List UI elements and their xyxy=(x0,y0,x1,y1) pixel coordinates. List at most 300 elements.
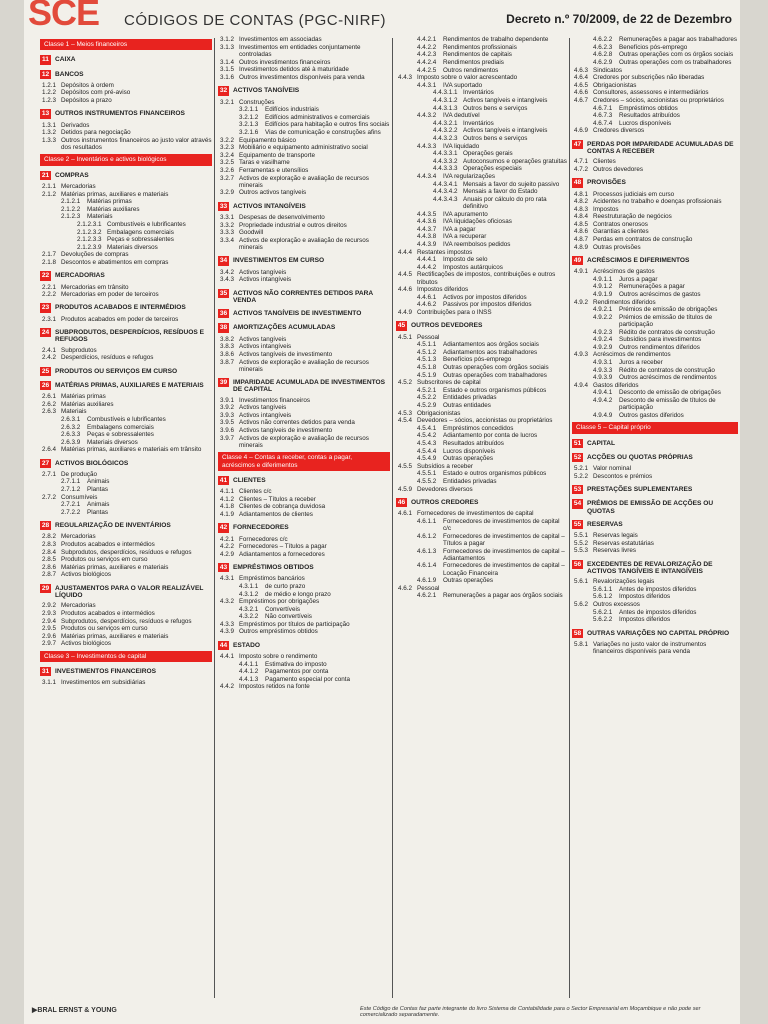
account-code: 51 xyxy=(573,439,582,447)
account-label: Depósitos a prazo xyxy=(61,97,112,105)
account-label: Materiais xyxy=(87,213,113,221)
account-code: 4.4.2.1 xyxy=(417,36,437,44)
account-label: Mercadorias xyxy=(61,533,96,541)
account-code: 4.5.4.9 xyxy=(417,455,437,463)
account-row xyxy=(218,606,390,613)
account-label: Activos biológicos xyxy=(61,571,112,579)
account-row xyxy=(396,432,568,439)
account-label: Despesas de desenvolvimento xyxy=(239,213,325,221)
account-code: 4.4.3.8 xyxy=(417,233,437,241)
account-label: Matérias primas, auxiliares e materiais xyxy=(61,632,169,640)
account-label: Rectificações de impostos, contribuições e outros tributos xyxy=(417,271,556,286)
account-code: 3.3.2 xyxy=(220,221,235,229)
account-code: 4.1.1 xyxy=(220,488,235,496)
account-row xyxy=(40,347,212,354)
account-row xyxy=(396,364,568,371)
account-label: Outras operações com trabalhadores xyxy=(443,371,547,379)
account-code: 56 xyxy=(573,560,582,568)
account-code: 4.6.3 xyxy=(574,66,589,74)
account-row xyxy=(396,286,568,293)
account-code: 4.6.7.4 xyxy=(593,119,613,127)
account-row xyxy=(218,359,390,374)
account-row xyxy=(396,143,568,150)
account-code: 4.3.9 xyxy=(220,628,235,636)
account-row xyxy=(218,397,390,404)
account-code: 2.6.3.1 xyxy=(61,415,81,423)
account-code: 4.8.1 xyxy=(574,190,589,198)
account-code: 2.1.2.2 xyxy=(61,205,81,213)
account-code: 2.6.3.9 xyxy=(61,438,81,446)
account-label: Passivos por impostos diferidos xyxy=(443,301,532,309)
account-label: Juros a pagar xyxy=(619,275,658,283)
account-code: 5.5.1 xyxy=(574,532,589,540)
account-label: CLIENTES xyxy=(233,476,266,484)
account-label: Outros bens e serviços xyxy=(463,104,528,112)
account-row xyxy=(40,221,212,228)
account-row xyxy=(218,343,390,350)
account-code: 4.4.3.2.1 xyxy=(433,119,458,127)
account-code: 4.9.1 xyxy=(574,268,589,276)
account-label: Animais xyxy=(87,478,110,486)
account-label: RESERVAS xyxy=(587,520,623,528)
account-label: Depósitos à ordem xyxy=(61,81,114,89)
account-row xyxy=(396,548,568,563)
account-row xyxy=(40,251,212,258)
account-code: 1.2.1 xyxy=(42,81,57,89)
account-label: Antes de impostos diferidos xyxy=(619,608,697,616)
account-code: 3.1.6 xyxy=(220,73,235,81)
account-label: Fornecedores de investimentos de capital xyxy=(417,510,534,518)
account-code: 4.4.3.3 xyxy=(417,142,437,150)
account-group xyxy=(40,584,212,600)
account-code: 3.1.2 xyxy=(220,36,235,44)
account-code: 13 xyxy=(41,110,50,118)
account-row xyxy=(572,336,738,343)
account-row xyxy=(218,404,390,411)
account-label: Rendimentos de capitais xyxy=(443,51,512,59)
account-code: 55 xyxy=(573,520,582,528)
account-row xyxy=(40,401,212,408)
account-label: OUTRAS VARIAÇÕES NO CAPITAL PRÓPRIO xyxy=(587,629,730,637)
account-label: PRÉMIOS DE EMISSÃO DE ACÇÕES OU QUOTAS xyxy=(587,500,714,515)
class-heading: Classe 4 – Contas a receber, contas a pagar, acréscimos e diferimentos xyxy=(218,452,390,471)
account-row xyxy=(396,577,568,584)
account-label: Empréstimos por títulos de participação xyxy=(239,620,350,628)
account-code: 5.6.2.1 xyxy=(593,608,613,616)
account-code: 4.4.2 xyxy=(220,683,235,691)
account-row xyxy=(40,316,212,323)
account-label: Outras operações xyxy=(443,577,494,585)
account-code: 4.4.1.2 xyxy=(239,668,259,676)
account-row xyxy=(40,633,212,640)
account-row xyxy=(218,137,390,144)
account-code: 12 xyxy=(41,70,50,78)
account-label: Produtos ou serviços em curso xyxy=(61,556,148,564)
account-group xyxy=(572,453,738,462)
account-group xyxy=(572,178,738,187)
account-label: Empréstimos obtidos xyxy=(619,104,678,112)
account-code: 4.4.3.1 xyxy=(417,81,437,89)
account-label: PRESTAÇÕES SUPLEMENTARES xyxy=(587,486,693,494)
account-code: 4.8.3 xyxy=(574,205,589,213)
account-label: Plantas xyxy=(87,508,109,516)
account-label: ACRÉSCIMOS E DIFERIMENTOS xyxy=(587,256,690,264)
account-label: Pessoal xyxy=(417,584,440,592)
account-code: 4.3.1 xyxy=(220,575,235,583)
account-code: 4.3.1.2 xyxy=(239,590,259,598)
account-group xyxy=(218,86,390,95)
account-row xyxy=(572,236,738,243)
account-row xyxy=(40,618,212,625)
account-row xyxy=(396,510,568,517)
account-code: 22 xyxy=(41,272,50,280)
account-row xyxy=(396,478,568,485)
account-row xyxy=(218,668,390,675)
account-row xyxy=(396,440,568,447)
account-code: 4.4.3.6 xyxy=(417,218,437,226)
account-row xyxy=(40,213,212,220)
account-row xyxy=(396,249,568,256)
account-label: Materiais diversos xyxy=(107,243,158,251)
account-row xyxy=(40,206,212,213)
account-code: 3.2.1 xyxy=(220,98,235,106)
account-row xyxy=(572,586,738,593)
account-row xyxy=(396,97,568,104)
account-code: 4.6.1.3 xyxy=(417,547,437,555)
account-code: 4.4.4 xyxy=(398,248,413,256)
account-row xyxy=(218,503,390,510)
account-row xyxy=(218,661,390,668)
account-label: INVESTIMENTOS FINANCEIROS xyxy=(55,667,156,675)
account-code: 4.4.3.2.3 xyxy=(433,135,458,143)
account-label: Subprodutos, desperdícios, resíduos e refugos xyxy=(61,548,192,556)
account-group xyxy=(40,459,212,468)
account-label: Devoluções de compras xyxy=(61,251,129,259)
account-code: 2.6.3 xyxy=(42,408,57,416)
account-code: 3.2.3 xyxy=(220,144,235,152)
account-code: 46 xyxy=(397,498,406,506)
account-label: De produção xyxy=(61,470,98,478)
account-row xyxy=(218,575,390,582)
account-label: Pagamento especial por conta xyxy=(265,675,351,683)
account-code: 4.2.2 xyxy=(220,543,235,551)
account-row xyxy=(396,173,568,180)
account-label: Activos tangíveis e intangíveis xyxy=(463,97,548,105)
account-code: 2.1.8 xyxy=(42,258,57,266)
account-code: 4.3.2.1 xyxy=(239,605,259,613)
account-code: 4.4.1 xyxy=(220,653,235,661)
account-row xyxy=(396,218,568,225)
account-code: 2.9.3 xyxy=(42,609,57,617)
account-label: Produtos ou serviços em curso xyxy=(61,625,148,633)
account-row xyxy=(396,241,568,248)
account-row xyxy=(572,244,738,251)
account-row xyxy=(218,536,390,543)
account-label: Reservas livres xyxy=(593,547,637,555)
footer-note: Este Código de Contas faz parte integrante do livro Sistema de Contabilidade para o Sector Empresarial em Moçambique e não pode ser comercializado separadamente. xyxy=(360,1006,701,1018)
document-page xyxy=(24,0,740,1024)
account-code: 4.4.1.3 xyxy=(239,675,259,683)
account-row xyxy=(396,425,568,432)
account-label: Remunerações a pagar aos trabalhadores xyxy=(619,36,737,44)
account-row xyxy=(572,112,738,119)
account-code: 4.5.9 xyxy=(398,485,413,493)
account-code: 2.8.3 xyxy=(42,541,57,549)
account-label: Perdas em contratos de construção xyxy=(593,236,693,244)
account-label: Produtos acabados e intermédios xyxy=(61,609,155,617)
account-code: 4.2.9 xyxy=(220,550,235,558)
account-row xyxy=(218,121,390,128)
account-label: Estado e outros organismos públicos xyxy=(443,470,547,478)
account-label: Activos tangíveis xyxy=(239,335,287,343)
account-label: Propriedade industrial e outros direitos xyxy=(239,221,347,229)
account-row xyxy=(572,351,738,358)
account-code: 36 xyxy=(219,310,228,318)
account-label: Outros acréscimos de rendimentos xyxy=(619,374,717,382)
account-row xyxy=(40,259,212,266)
account-row xyxy=(396,394,568,401)
account-label: Benefícios pós-emprego xyxy=(619,43,688,51)
account-row xyxy=(572,593,738,600)
account-group xyxy=(40,70,212,79)
account-label: Outros rendimentos xyxy=(443,66,499,74)
account-label: Subprodutos xyxy=(61,346,97,354)
account-code: 4.5.4.1 xyxy=(417,424,437,432)
account-row xyxy=(396,387,568,394)
account-code: 4.4.3 xyxy=(398,74,413,82)
account-code: 3.2.1.2 xyxy=(239,113,259,121)
account-row xyxy=(396,74,568,81)
account-label: Adiantamentos aos trabalhadores xyxy=(443,348,538,356)
account-group xyxy=(40,271,212,280)
account-label: Depósitos com pré-aviso xyxy=(61,89,131,97)
account-label: Mensais a favor do Estado xyxy=(463,188,538,196)
account-label: ACÇÕES OU QUOTAS PRÓPRIAS xyxy=(587,453,693,461)
account-code: 3.4.3 xyxy=(220,276,235,284)
account-code: 3.1.3 xyxy=(220,43,235,51)
account-row xyxy=(572,465,738,472)
account-row xyxy=(396,226,568,233)
account-row xyxy=(218,129,390,136)
account-code: 4.5.1.3 xyxy=(417,356,437,364)
account-label: Descontos e prémios xyxy=(593,472,653,480)
account-label: Adiantamento por conta de lucros xyxy=(443,432,538,440)
account-label: Impostos diferidos xyxy=(619,616,671,624)
account-code: 5.5.2 xyxy=(574,539,589,547)
column-divider xyxy=(569,38,570,998)
account-code: 4.4.2.3 xyxy=(417,51,437,59)
account-label: Contribuições para o INSS xyxy=(417,309,492,317)
account-code: 2.6.1 xyxy=(42,393,57,401)
account-label: Adiantamentos de clientes xyxy=(239,510,313,518)
account-row xyxy=(40,198,212,205)
account-code: 4.4.3.3.2 xyxy=(433,157,458,165)
account-row xyxy=(572,97,738,104)
account-code: 3.8.2 xyxy=(220,335,235,343)
account-row xyxy=(572,74,738,81)
account-label: Impostos diferidos xyxy=(619,593,671,601)
account-label: Clientes c/c xyxy=(239,488,272,496)
account-code: 4.5.4.3 xyxy=(417,439,437,447)
account-label: Autoconsumos e operações gratuitas xyxy=(463,157,567,165)
account-code: 4.4.3.4.1 xyxy=(433,180,458,188)
account-row xyxy=(218,66,390,73)
account-code: 4.9.4.9 xyxy=(593,411,613,419)
account-row xyxy=(572,540,738,547)
account-row xyxy=(40,679,212,686)
account-code: 3.2.4 xyxy=(220,151,235,159)
account-code: 4.5.2.1 xyxy=(417,386,437,394)
account-label: Investimentos em subsidiárias xyxy=(61,679,146,687)
account-row xyxy=(218,144,390,151)
account-code: 2.4.2 xyxy=(42,354,57,362)
account-label: Produtos acabados e intermédios xyxy=(61,541,155,549)
account-code: 2.1.2 xyxy=(42,190,57,198)
account-label: OUTROS INSTRUMENTOS FINANCEIROS xyxy=(55,110,185,118)
account-code: 5.6.2 xyxy=(574,601,589,609)
account-label: Rendimentos diferidos xyxy=(593,298,656,306)
account-code: 4.9.4.2 xyxy=(593,397,613,405)
account-label: Outros excessos xyxy=(593,601,640,609)
account-label: Fornecedores de investimentos de capital – Adiantamentos xyxy=(443,547,565,562)
account-row xyxy=(572,36,738,43)
account-row xyxy=(40,602,212,609)
account-label: Peças e sobressalentes xyxy=(107,236,174,244)
class-heading: Classe 5 – Capital próprio xyxy=(572,422,738,433)
account-label: Rédito de contratos de construção xyxy=(619,366,715,374)
account-row xyxy=(40,556,212,563)
account-row xyxy=(40,486,212,493)
account-label: Materiais xyxy=(61,408,87,416)
account-code: 4.9.2.2 xyxy=(593,313,613,321)
account-label: Fornecedores de investimentos de capital – Locação Financeira xyxy=(443,562,565,577)
account-code: 5.8.1 xyxy=(574,640,589,648)
account-label: Activos de exploração e avaliação de recursos minerais xyxy=(239,174,369,189)
account-row xyxy=(218,621,390,628)
account-label: Rendimentos profissionais xyxy=(443,43,517,51)
account-code: 2.6.4 xyxy=(42,446,57,454)
account-code: 2.7.2.1 xyxy=(61,501,81,509)
account-label: BANCOS xyxy=(55,70,84,78)
account-label: IVA a recuperar xyxy=(443,233,487,241)
account-row xyxy=(572,397,738,412)
account-row xyxy=(218,488,390,495)
account-code: 54 xyxy=(573,500,582,508)
account-label: IVA regularizações xyxy=(443,172,496,180)
page-header xyxy=(24,0,740,34)
account-label: Outras operações com órgãos sociais xyxy=(443,364,549,372)
account-label: PRODUTOS OU SERVIÇOS EM CURSO xyxy=(55,367,178,375)
account-row xyxy=(396,585,568,592)
account-row xyxy=(40,446,212,453)
account-row xyxy=(572,329,738,336)
account-label: SUBPRODUTOS, DESPERDÍCIOS, RESÍDUOS E REFUGOS xyxy=(55,329,204,344)
account-code: 2.1.2.1 xyxy=(61,198,81,206)
account-label: Investimentos em associadas xyxy=(239,36,322,44)
account-code: 4.5.1 xyxy=(398,333,413,341)
account-label: Matérias primas xyxy=(87,198,132,206)
account-label: Outros investimentos financeiros xyxy=(239,58,331,66)
account-code: 3.2.6 xyxy=(220,166,235,174)
account-code: 28 xyxy=(41,522,50,530)
account-label: Combustíveis e lubrificantes xyxy=(107,221,186,229)
account-label: Investimentos detidos até à maturidade xyxy=(239,66,349,74)
account-label: Rédito de contratos de construção xyxy=(619,328,715,336)
account-row xyxy=(396,518,568,533)
account-code: 24 xyxy=(41,329,50,337)
account-code: 2.2.2 xyxy=(42,291,57,299)
account-code: 3.2.2 xyxy=(220,136,235,144)
account-code: 3.2.9 xyxy=(220,189,235,197)
account-code: 4.6.2.8 xyxy=(593,51,613,59)
account-group xyxy=(572,499,738,515)
account-row xyxy=(396,417,568,424)
account-group xyxy=(40,367,212,376)
account-row xyxy=(218,511,390,518)
account-code: 3.1.5 xyxy=(220,66,235,74)
account-row xyxy=(572,314,738,329)
account-code: 4.6.2.1 xyxy=(417,592,437,600)
account-label: Activos tangíveis xyxy=(239,404,287,412)
account-code: 4.4.3.1.3 xyxy=(433,104,458,112)
account-row xyxy=(572,89,738,96)
account-label: Consultores, assessores e intermediários xyxy=(593,89,709,97)
account-label: Clientes – Títulos a receber xyxy=(239,495,316,503)
account-row xyxy=(40,393,212,400)
account-label: Prémios de emissão de títulos de participação xyxy=(619,313,713,329)
account-label: AMORTIZAÇÕES ACUMULADAS xyxy=(233,324,336,332)
account-code: 2.1.7 xyxy=(42,251,57,259)
account-row xyxy=(572,601,738,608)
account-label: Goodwill xyxy=(239,229,264,237)
account-label: MERCADORIAS xyxy=(55,272,105,280)
account-row xyxy=(40,533,212,540)
account-row xyxy=(396,127,568,134)
account-label: Subprodutos, desperdícios, resíduos e refugos xyxy=(61,617,192,625)
account-label: IVA suportado xyxy=(443,81,483,89)
account-label: Sindicatos xyxy=(593,66,623,74)
account-code: 4.4.3.4.3 xyxy=(433,195,458,203)
account-label: ACTIVOS INTANGÍVEIS xyxy=(233,202,306,210)
account-code: 4.5.2.2 xyxy=(417,394,437,402)
account-label: Activos tangíveis de investimento xyxy=(239,350,333,358)
account-label: Activos de exploração e avaliação de recursos minerais xyxy=(239,236,369,252)
account-label: Acréscimos de gastos xyxy=(593,268,655,276)
account-label: Acréscimos de rendimentos xyxy=(593,351,671,359)
account-label: Animais xyxy=(87,501,110,509)
account-label: Fornecedores – Títulos a pagar xyxy=(239,543,327,551)
account-row xyxy=(572,44,738,51)
account-code: 2.9.5 xyxy=(42,625,57,633)
account-code: 4.9.1.9 xyxy=(593,291,613,299)
account-group xyxy=(40,521,212,530)
account-group xyxy=(218,641,390,650)
account-row xyxy=(572,198,738,205)
account-label: Garantias a clientes xyxy=(593,228,649,236)
account-label: Remunerações a pagar aos órgãos sociais xyxy=(443,592,563,600)
account-code: 3.3.1 xyxy=(220,213,235,221)
account-row xyxy=(218,44,390,59)
account-code: 3.1.4 xyxy=(220,58,235,66)
account-label: Credores – sócios, accionistas ou proprietários xyxy=(593,97,724,105)
account-row xyxy=(396,120,568,127)
account-label: Remunerações a pagar xyxy=(619,283,685,291)
account-row xyxy=(218,114,390,121)
account-code: 4.5.1.2 xyxy=(417,348,437,356)
account-code: 4.5.1.9 xyxy=(417,371,437,379)
account-group xyxy=(218,523,390,532)
account-label: Peças e sobressalentes xyxy=(87,431,154,439)
